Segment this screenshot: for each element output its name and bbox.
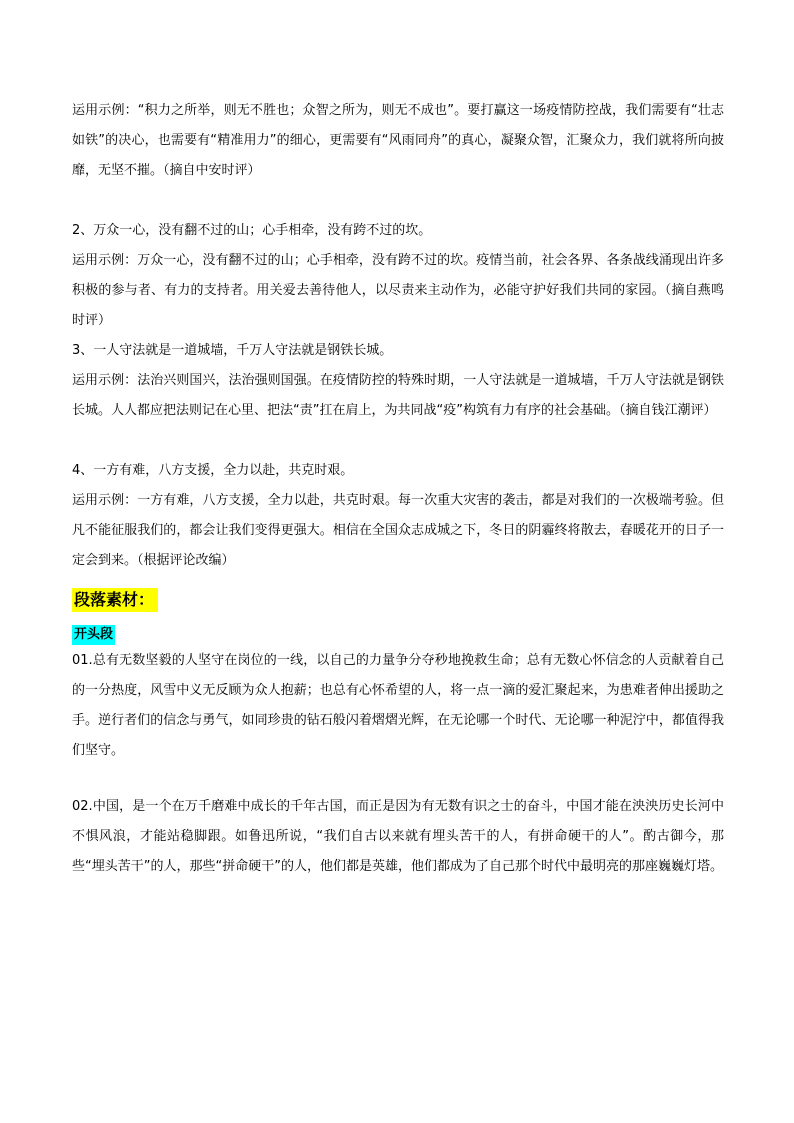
section-heading: 段落素材： [72, 588, 158, 612]
quote-item-4-title: 4、一方有难，八方支援，全力以赴，共克时艰。 [72, 463, 354, 478]
quote-item-3-title: 3、一人守法就是一道城墙，千万人守法就是钢铁长城。 [72, 343, 393, 358]
sub-heading-row [72, 620, 724, 646]
quote-item-2-title: 2、万众一心，没有翻不过的山；心手相牵，没有跨不过的坎。 [72, 223, 432, 238]
opening-paragraph-02: 02.中国，是一个在万千磨难中成长的千年古国，而正是因为有无数有识之士的奋斗，中国才能在泱泱历史长河中不惧风浪，才能站稳脚跟。如鲁迅所说，“我们自古以来就有埋头苦干的人，有拼命硬干的人”。酌古御今，那些“埋头苦干”的人，那些“拼命硬干”的人，他们都是英雄，他们都成为了自己那个时代中最明亮的那座巍巍灯塔。 [72, 799, 724, 874]
example-paragraph-1: 运用示例：“积力之所举，则无不胜也；众智之所为，则无不成也”。要打赢这一场疫情防控战，我们需要有“壮志如铁”的决心，也需要有“精准用力”的细心，更需要有“风雨同舟”的真心，凝聚众智，汇聚众力，我们就将所向披靡，无坚不摧。（摘自中安时评） [72, 103, 724, 178]
quote-item-2-example: 运用示例：万众一心，没有翻不过的山；心手相牵，没有跨不过的坎。疫情当前，社会各界、各条战线涌现出许多积极的参与者、有力的支持者。用关爱去善待他人，以尽责来主动作为，必能守护好我们共同的家园。（摘自燕鸣时评） [72, 253, 724, 328]
section-heading-row [72, 576, 724, 612]
document-page [72, 96, 724, 882]
spacer [72, 186, 724, 216]
sub-heading: 开头段 [72, 625, 115, 645]
spacer [72, 426, 724, 456]
opening-paragraph-01: 01.总有无数坚毅的人坚守在岗位的一线，以自己的力量争分夺秒地挽救生命；总有无数心怀信念的人贡献着自己的一分热度，风雪中义无反顾为众人抱薪；也总有心怀希望的人，将一点一滴的爱汇聚起来，为患难者伸出援助之手。逆行者们的信念与勇气，如同珍贵的钻石般闪着熠熠光辉，在无论哪一个时代、无论哪一种泥泞中，都值得我们坚守。 [72, 653, 724, 758]
quote-item-3-example: 运用示例：法治兴则国兴，法治强则国强。在疫情防控的特殊时期，一人守法就是一道城墙，千万人守法就是钢铁长城。人人都应把法则记在心里、把法“责”扛在肩上，为共同战“疫”构筑有力有序的社会基础。（摘自钱江潮评） [72, 373, 724, 418]
quote-item-4-example: 运用示例：一方有难，八方支援，全力以赴，共克时艰。每一次重大灾害的袭击，都是对我们的一次极端考验。但凡不能征服我们的，都会让我们变得更强大。相信在全国众志成城之下，冬日的阴霾终将散去，春暖花开的日子一定会到来。（根据评论改编） [72, 493, 724, 568]
spacer [72, 766, 724, 792]
